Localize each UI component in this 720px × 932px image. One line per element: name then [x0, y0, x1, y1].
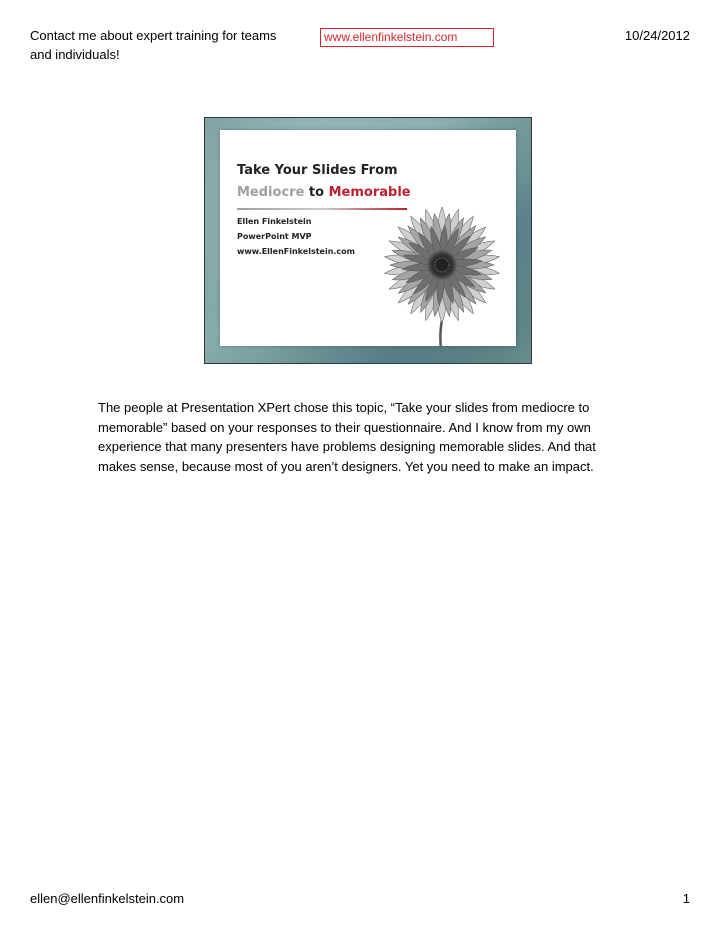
speaker-notes: The people at Presentation XPert chose this topic, “Take your slides from mediocre to memorable” based on your responses to their questionnaire. And I know from my own experience that many presenters have problems designing memorable slides. And that makes sense, because most of you aren’t designers. Yet you need to make an impact.: [98, 400, 596, 474]
slide-thumbnail: [204, 117, 532, 364]
website-link[interactable]: www.ellenfinkelstein.com: [320, 28, 494, 47]
flower-icon: [370, 190, 510, 346]
slide-website: www.EllenFinkelstein.com: [237, 247, 356, 256]
slide-title-memorable: Memorable: [328, 185, 411, 200]
slide-title-mediocre: Mediocre: [237, 185, 305, 200]
slide-card: [220, 130, 516, 346]
slide-author: Ellen Finkelstein: [237, 217, 312, 226]
page-number: 1: [682, 891, 690, 906]
slide-title-line1: Take Your Slides From: [237, 163, 398, 178]
page-date: 10/24/2012: [624, 28, 690, 43]
slide-role: PowerPoint MVP: [237, 232, 312, 241]
contact-text: Contact me about expert training for teams and individuals!: [30, 28, 277, 62]
slide-title-to: to: [308, 185, 325, 200]
footer-email: ellen@ellenfinkelstein.com: [30, 891, 185, 906]
